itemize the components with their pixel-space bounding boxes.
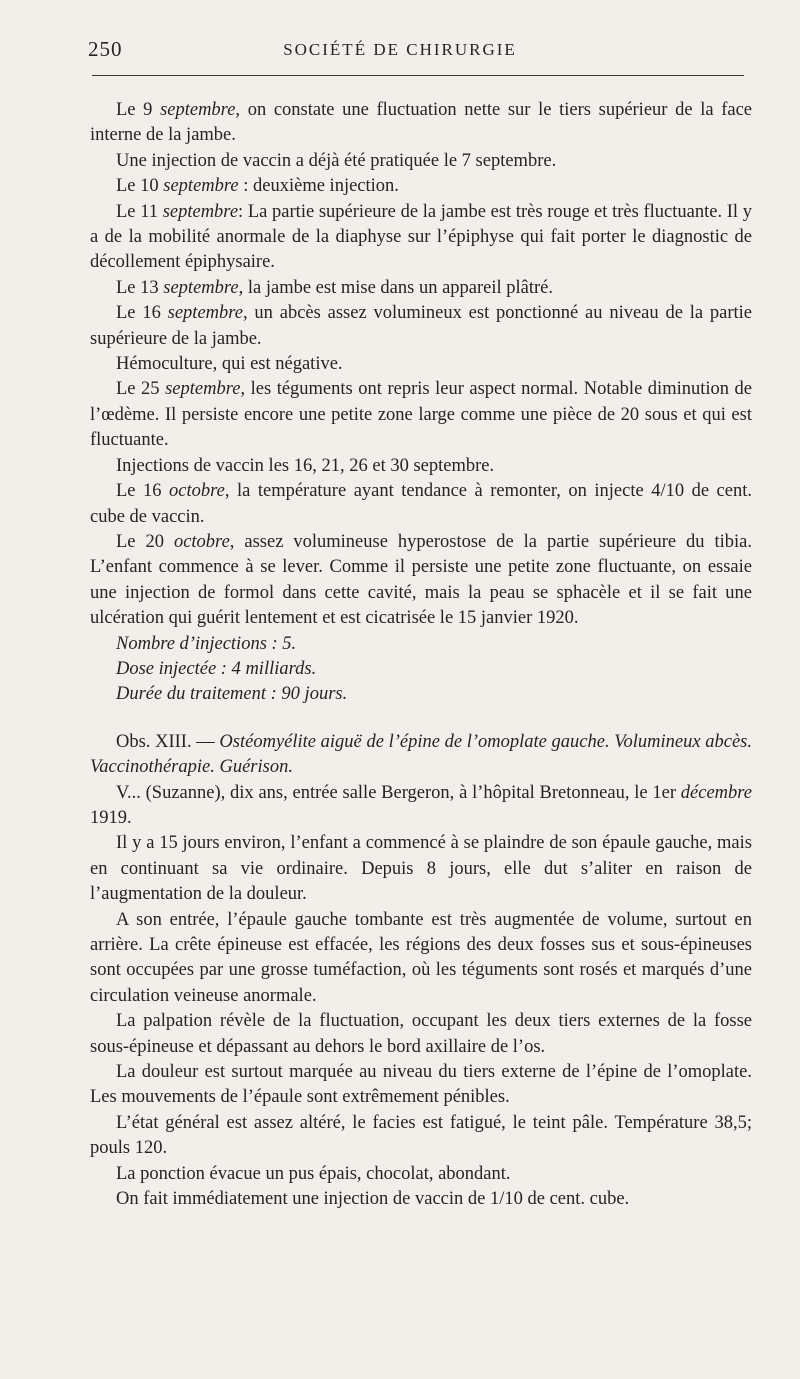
paragraph-text: On fait immédiatement une injection de vaccin de 1/10 de cent. cube. (116, 1189, 630, 1210)
running-title: SOCIÉTÉ DE CHIRURGIE (283, 40, 517, 59)
paragraph (90, 377, 752, 453)
paragraph (90, 276, 752, 301)
paragraph-lead: Le 20 (116, 531, 174, 552)
paragraph-lead: Le 9 (116, 100, 161, 120)
paragraph-italic: septembre (160, 100, 236, 120)
paragraph-lead: Le 11 (116, 201, 163, 222)
paragraph-text: Il y a 15 jours environ, l’enfant a commencé à se plaindre de son épaule gauche, mais en continuant sa vie ordinaire. Depuis 8 jours, elle dut s’aliter en raison de l’augmentation de la douleur. (90, 833, 752, 905)
paragraph-italic: septembre (163, 176, 239, 197)
paragraph (90, 530, 752, 632)
paragraph-text: , la température ayant tendance à remonter, on injecte 4/10 de cent. cube de vaccin. (90, 481, 752, 527)
paragraph (90, 1060, 752, 1111)
paragraph-italic: Nombre d’injections : 5. (116, 633, 297, 654)
paragraph (90, 479, 752, 530)
paragraph-text: : deuxième injection. (238, 176, 399, 197)
paragraph (90, 1187, 752, 1212)
paragraph (90, 682, 752, 707)
paragraph-text: , la jambe est mise dans un appareil plâtré. (238, 277, 554, 298)
paragraph (90, 149, 752, 174)
paragraph-text: La ponction évacue un pus épais, chocolat, abondant. (116, 1163, 511, 1184)
paragraph (90, 632, 752, 657)
paragraph-text: , un abcès assez volumineux est ponctionné au niveau de la partie supérieure de la jambe. (90, 303, 752, 349)
page-number: 250 (88, 37, 123, 61)
paragraph (90, 454, 752, 479)
paragraph-text: L’état général est assez altéré, le facies est fatigué, le teint pâle. Température 38,5; pouls 120. (90, 1112, 752, 1159)
paragraph-italic: septembre (165, 379, 241, 400)
paragraph-lead: Le 16 (116, 303, 168, 324)
paragraph-text: La douleur est surtout marquée au niveau du tiers externe de l’épine de l’omoplate. Les mouvements de l’épaule sont extrêmement pénibles. (90, 1062, 752, 1108)
paragraph (90, 98, 752, 149)
paragraph (90, 781, 752, 832)
paragraph-italic: Ostéomyélite aiguë de l’épine de l’omoplate gauche. Volumineux abcès. Vaccinothérapie. Guérison. (90, 731, 753, 778)
paragraph-text: : La partie supérieure de la jambe est très rouge et très fluctuante. Il y a de la mobilité anormale de la diaphyse sur l’épiphyse qui fait porter le diagnostic de décollement épiphysaire. (90, 201, 752, 273)
paragraph (90, 301, 752, 352)
paragraph (90, 174, 752, 199)
paragraph-italic: septembre (162, 201, 239, 222)
paragraph-text: Une injection de vaccin a déjà été pratiquée le 7 septembre. (116, 150, 557, 171)
paragraph-text: , on constate une fluctuation nette sur le tiers supérieur de la face interne de la jambe. (90, 100, 752, 146)
paragraph-italic: octobre (169, 481, 225, 502)
paragraph-text: La palpation révèle de la fluctuation, occupant les deux tiers externes de la fosse sous-épineuse et dépassant au dehors le bord axillaire de l’os. (90, 1011, 752, 1057)
paragraph (90, 352, 752, 377)
paragraph (90, 1111, 752, 1162)
paragraph-lead: Le 13 (116, 277, 164, 298)
paragraph (90, 1009, 752, 1060)
paragraph-text: A son entrée, l’épaule gauche tombante est très augmentée de volume, surtout en arrière. La crête épineuse est effacée, les régions des deux fosses sus et sous-épineuses sont occupées par une grosse tuméfaction, où les téguments sont rosés et marqués d’une circulation veineuse anormale. (90, 909, 752, 1006)
paragraph-text: , les téguments ont repris leur aspect normal. Notable diminution de l’œdème. Il persiste encore une petite zone large comme une pièce de 20 sous et qui est fluctuante. (90, 379, 753, 451)
paragraph-italic: Dose injectée : 4 milliards. (116, 658, 317, 679)
paragraph-italic: octobre (173, 531, 230, 552)
header-rule (92, 75, 744, 76)
paragraph-text: Injections de vaccin les 16, 21, 26 et 30 septembre. (116, 455, 495, 476)
paragraph-text: 1919. (90, 807, 132, 828)
paragraph (90, 908, 752, 1010)
paragraph (90, 200, 752, 276)
paragraph-text: Hémoculture, qui est négative. (116, 354, 343, 375)
paragraph-lead: Le 16 (116, 481, 170, 502)
paragraph-text: , assez volumineuse hyperostose de la partie supérieure du tibia. L’enfant commence à se lever. Comme il persiste une petite zone fluctuante, on essaie une injection de formol dans cette cavité, mais la peau se sphacèle et il se fait une ulcération qui guérit lentement et est cicatrisée le 15 janvier 1920. (90, 531, 753, 629)
paragraph-lead: Obs. XIII. — (116, 731, 220, 752)
paragraph (90, 831, 752, 907)
paragraph (90, 730, 752, 781)
paragraph-lead: Le 10 (116, 176, 164, 197)
paragraph-lead: Le 25 (116, 379, 166, 400)
paragraph-lead: V... (Suzanne), dix ans, entrée salle Bergeron, à l’hôpital Bretonneau, le 1er (116, 782, 681, 803)
paragraph-italic: décembre (680, 782, 752, 803)
paragraph-italic: septembre (163, 277, 239, 298)
paragraph (90, 657, 752, 682)
body-text (90, 98, 752, 1212)
page-header (0, 37, 800, 65)
paragraph-italic: Durée du traitement : 90 jours. (116, 684, 348, 705)
paragraph (90, 1162, 752, 1187)
paragraph-italic: septembre (167, 303, 243, 324)
